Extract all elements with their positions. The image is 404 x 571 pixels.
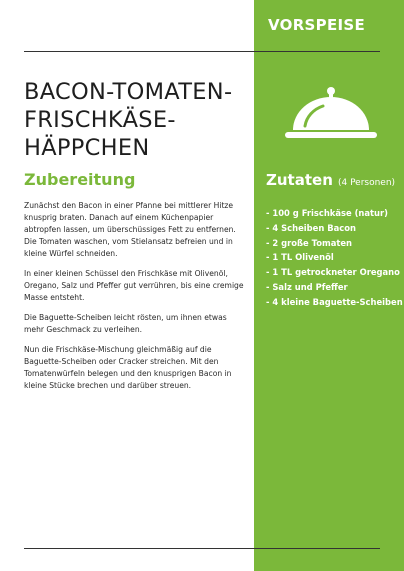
step-paragraph: In einer kleinen Schüssel den Frischkäse mit Olivenöl, Oregano, Salz und Pfeffer gut verrühren, bis eine cremige Masse entsteht. (24, 269, 244, 302)
recipe-title (24, 78, 249, 162)
ingredient-item: - 1 TL getrockneter Oregano (266, 267, 400, 278)
ingredient-item: - 4 kleine Baguette-Scheiben (266, 296, 403, 307)
ingredients-title: Zutaten (266, 171, 333, 189)
preparation-steps (24, 200, 246, 400)
step-paragraph: Zunächst den Bacon in einer Pfanne bei mittlerer Hitze knusprig braten. Danach auf einem Küchenpapier abtropfen lassen, um überschüssiges Fett zu entfernen. Die Tomaten waschen, vom Stielansatz befreien und in kleine Würfel schneiden. (24, 201, 236, 258)
ingredients-list (266, 206, 403, 310)
title-line: BACON-TOMATEN- (24, 79, 233, 105)
title-line: HÄPPCHEN (24, 135, 150, 161)
bottom-divider (24, 548, 380, 549)
ingredient-item: - 4 Scheiben Bacon (266, 222, 356, 233)
preparation-heading: Zubereitung (24, 170, 136, 189)
ingredient-item: - 1 TL Olivenöl (266, 252, 334, 263)
step-paragraph: Nun die Frischkäse-Mischung gleichmäßig auf die Baguette-Scheiben oder Cracker streichen. Mit den Tomatenwürfeln belegen und den knusprigen Bacon in kleine Stücke brechen und darüber streuen. (24, 345, 232, 390)
servings-label: (4 Personen) (337, 178, 396, 188)
step-paragraph: Die Baguette-Scheiben leicht rösten, um ihnen etwas mehr Geschmack zu verleihen. (24, 313, 227, 334)
cloche-icon (283, 86, 379, 142)
title-line: FRISCHKÄSE- (24, 107, 176, 133)
ingredients-heading (266, 170, 395, 189)
ingredient-item: - 2 große Tomaten (266, 237, 353, 248)
category-label: VORSPEISE (268, 16, 366, 34)
ingredient-item: - Salz und Pfeffer (266, 281, 348, 292)
top-divider (24, 51, 380, 52)
ingredient-item: - 100 g Frischkäse (natur) (266, 208, 388, 218)
